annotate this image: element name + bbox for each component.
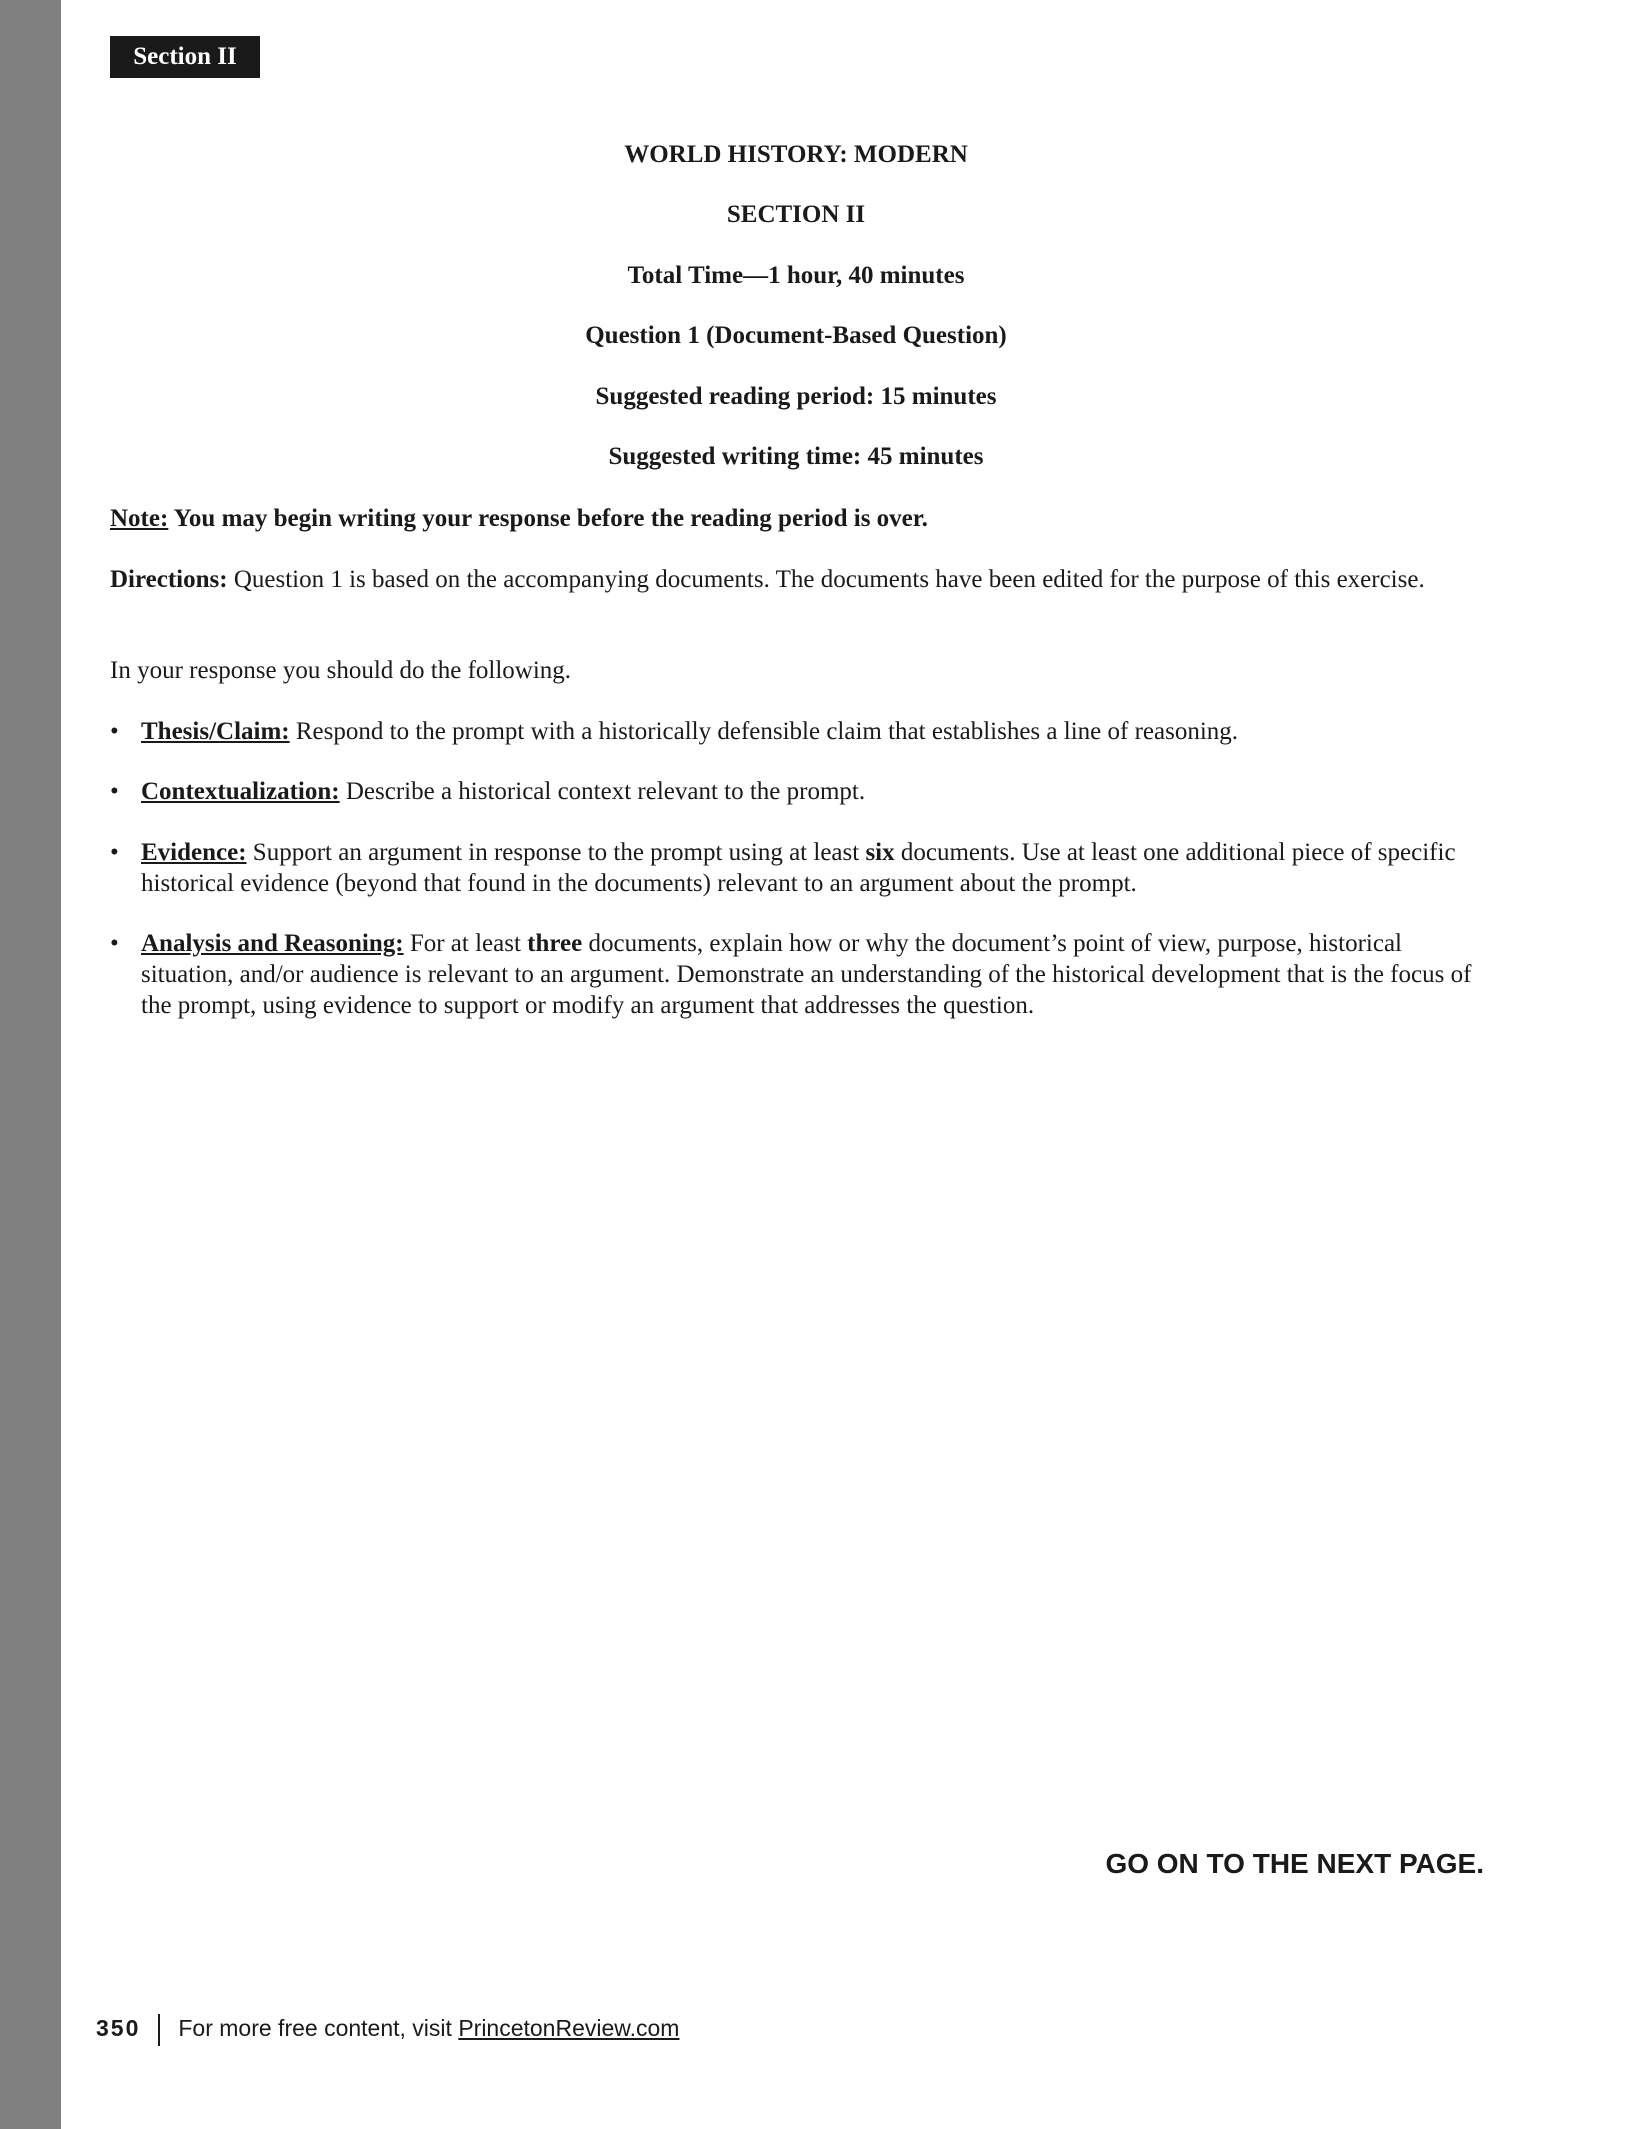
bullet-text: For at least [403, 930, 528, 957]
note-label: Note: [110, 505, 169, 532]
page-edge-bar [0, 0, 61, 2129]
section-heading: SECTION II [726, 201, 866, 228]
bullet-dot: • [110, 718, 119, 745]
bullet-text: Respond to the prompt with a historically defensible claim that establishes a line of reasoning. [289, 718, 1239, 745]
subject-heading: WORLD HISTORY: MODERN [624, 141, 968, 168]
bullet-evidence [110, 837, 1482, 899]
directions-text: Question 1 is based on the accompanying documents. The documents have been edited for the purpose of this exercise. [227, 566, 1425, 593]
bullet-dot: • [110, 839, 119, 866]
bullet-analysis [110, 928, 1482, 1021]
directions-label: Directions: [110, 566, 228, 593]
bullet-text: Describe a historical context relevant to the prompt. [339, 778, 866, 805]
question-heading: Question 1 (Document-Based Question) [585, 322, 1007, 349]
reading-period-heading: Suggested reading period: 15 minutes [595, 383, 997, 410]
footer-divider [158, 2014, 160, 2046]
princeton-review-link[interactable]: PrincetonReview.com [458, 2015, 680, 2041]
bullet-contextualization [110, 776, 1482, 807]
bullet-text: documents. Use at least one additional piece of specific historical evidence (beyond that found in the documents) relevant to an argument about the prompt. [141, 839, 1456, 897]
section-tab: Section II [110, 36, 260, 78]
bullet-dot: • [110, 778, 119, 805]
go-on-next-page-label: GO ON TO THE NEXT PAGE. [1105, 1848, 1484, 1879]
directions-paragraph [110, 564, 1482, 595]
bullet-emphasis: three [527, 930, 583, 957]
intro-paragraph: In your response you should do the following. [110, 657, 572, 684]
bullet-text: documents, explain how or why the document’s point of view, purpose, historical situation, and/or audience is relevant to an argument. Demonstrate an understanding of the historical development that is the focus of the prompt, using evidence to support or modify an argument that addresses the question. [141, 930, 1472, 1019]
total-time-heading: Total Time—1 hour, 40 minutes [627, 262, 965, 289]
bullet-label: Thesis/Claim: [141, 718, 290, 745]
writing-time-heading: Suggested writing time: 45 minutes [608, 443, 984, 470]
note-paragraph [110, 503, 1482, 534]
note-text: You may begin writing your response before the reading period is over. [168, 505, 928, 532]
page-number: 350 [96, 2015, 141, 2041]
page-footer [96, 2011, 679, 2045]
bullet-text: Support an argument in response to the prompt using at least [246, 839, 866, 866]
footer-text: For more free content, visit [178, 2015, 459, 2041]
bullet-label: Analysis and Reasoning: [141, 930, 404, 957]
bullet-label: Contextualization: [141, 778, 340, 805]
bullet-label: Evidence: [141, 839, 247, 866]
bullet-emphasis: six [865, 839, 895, 866]
bullet-thesis [110, 716, 1482, 747]
bullet-dot: • [110, 930, 119, 957]
